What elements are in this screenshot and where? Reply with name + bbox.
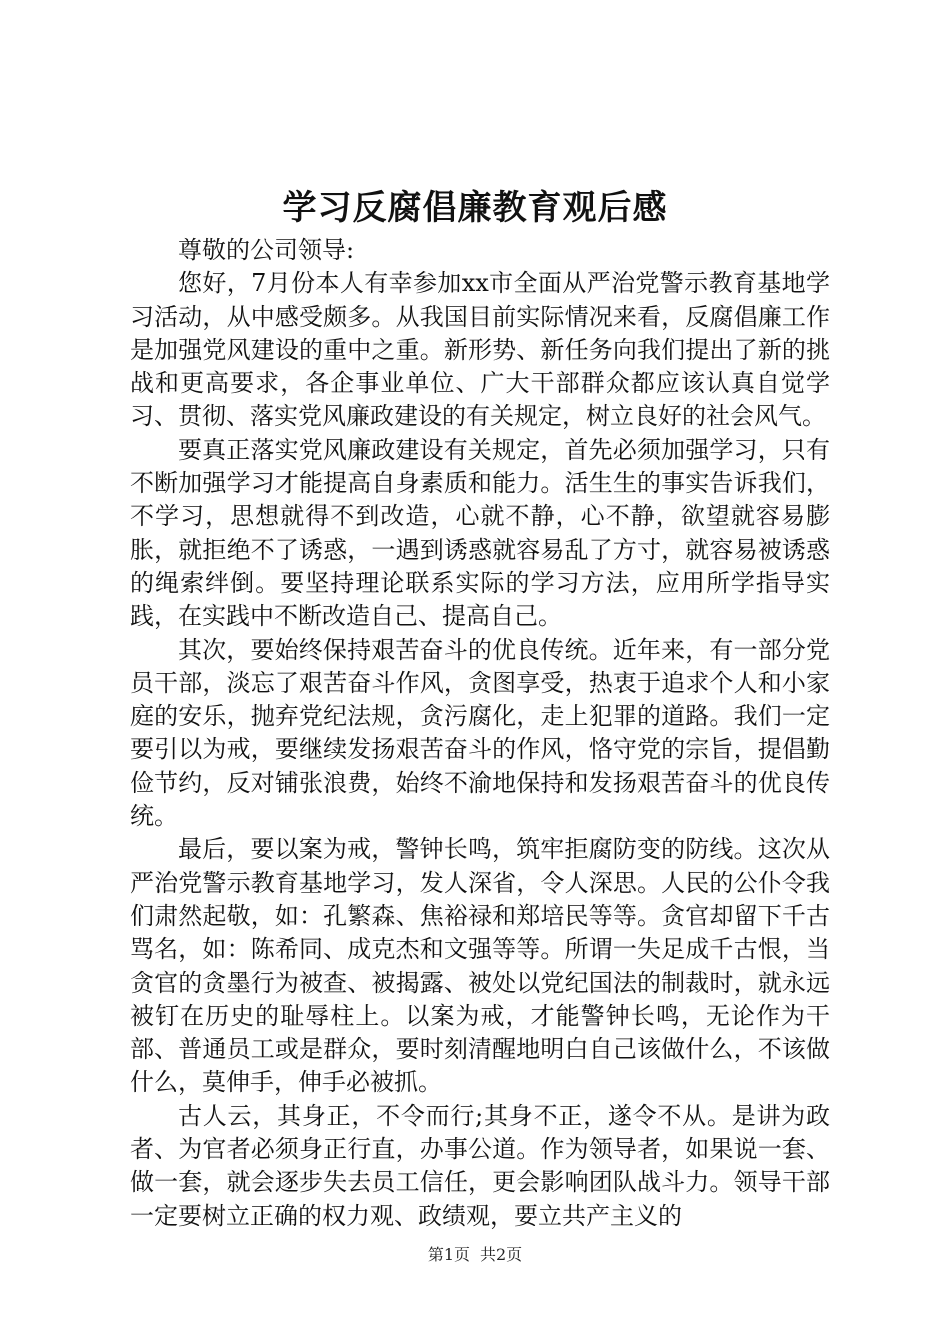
paragraph-4: 最后，要以案为戒，警钟长鸣，筑牢拒腐防变的防线。这次从严治党警示教育基地学习，发人深省，令人深思。人民的公仆令我们肃然起敬，如：孔繁森、焦裕禄和郑培民等等。贪官却留下千古骂名，如：陈希同、成克杰和文强等等。所谓一失足成千古恨，当贪官的贪墨行为被查、被揭露、被处以党纪国法的制裁时，就永远被钉在历史的耻辱柱上。以案为戒，才能警钟长鸣，无论作为干部、普通员工或是群众，要时刻清醒地明白自己该做什么，不该做什么，莫伸手，伸手必被抓。 xyxy=(130,835,830,1097)
document-title: 学习反腐倡廉教育观后感 xyxy=(282,188,668,228)
paragraph-2: 要真正落实党风廉政建设有关规定，首先必须加强学习，只有不断加强学习才能提高自身素质和能力。活生生的事实告诉我们，不学习，思想就得不到改造，心就不静，心不静，欲望就容易膨胀，就拒绝不了诱惑，一遇到诱惑就容易乱了方寸，就容易被诱惑的绳索绊倒。要坚持理论联系实际的学习方法，应用所学指导实践，在实践中不断改造自己、提高自己。 xyxy=(130,435,830,631)
salutation: 尊敬的公司领导: xyxy=(178,236,355,264)
page-number: 第1页 xyxy=(427,1245,470,1264)
paragraph-1: 您好，7月份本人有幸参加xx市全面从严治党警示教育基地学习活动，从中感受颇多。从我国目前实际情况来看，反腐倡廉工作是加强党风建设的重中之重。新形势、新任务向我们提出了新的挑战和更高要求，各企事业单位、广大干部群众都应该认真自觉学习、贯彻、落实党风廉政建设的有关规定，树立良好的社会风气。 xyxy=(130,269,830,431)
page-footer xyxy=(0,1244,950,1266)
page-total: 共2页 xyxy=(480,1245,523,1264)
document-body xyxy=(130,234,830,1233)
paragraph-3: 其次，要始终保持艰苦奋斗的优良传统。近年来，有一部分党员干部，淡忘了艰苦奋斗作风，贪图享受，热衷于追求个人和小家庭的安乐，抛弃党纪法规，贪污腐化，走上犯罪的道路。我们一定要引以为戒，要继续发扬艰苦奋斗的作风，恪守党的宗旨，提倡勤俭节约，反对铺张浪费，始终不渝地保持和发扬艰苦奋斗的优良传统。 xyxy=(130,635,830,831)
paragraph-5: 古人云，其身正，不令而行;其身不正，遂令不从。是讲为政者、为官者必须身正行直，办事公道。作为领导者，如果说一套、做一套，就会逐步失去员工信任，更会影响团队战斗力。领导干部一定要树立正确的权力观、政绩观，要立共产主义的 xyxy=(130,1101,830,1230)
